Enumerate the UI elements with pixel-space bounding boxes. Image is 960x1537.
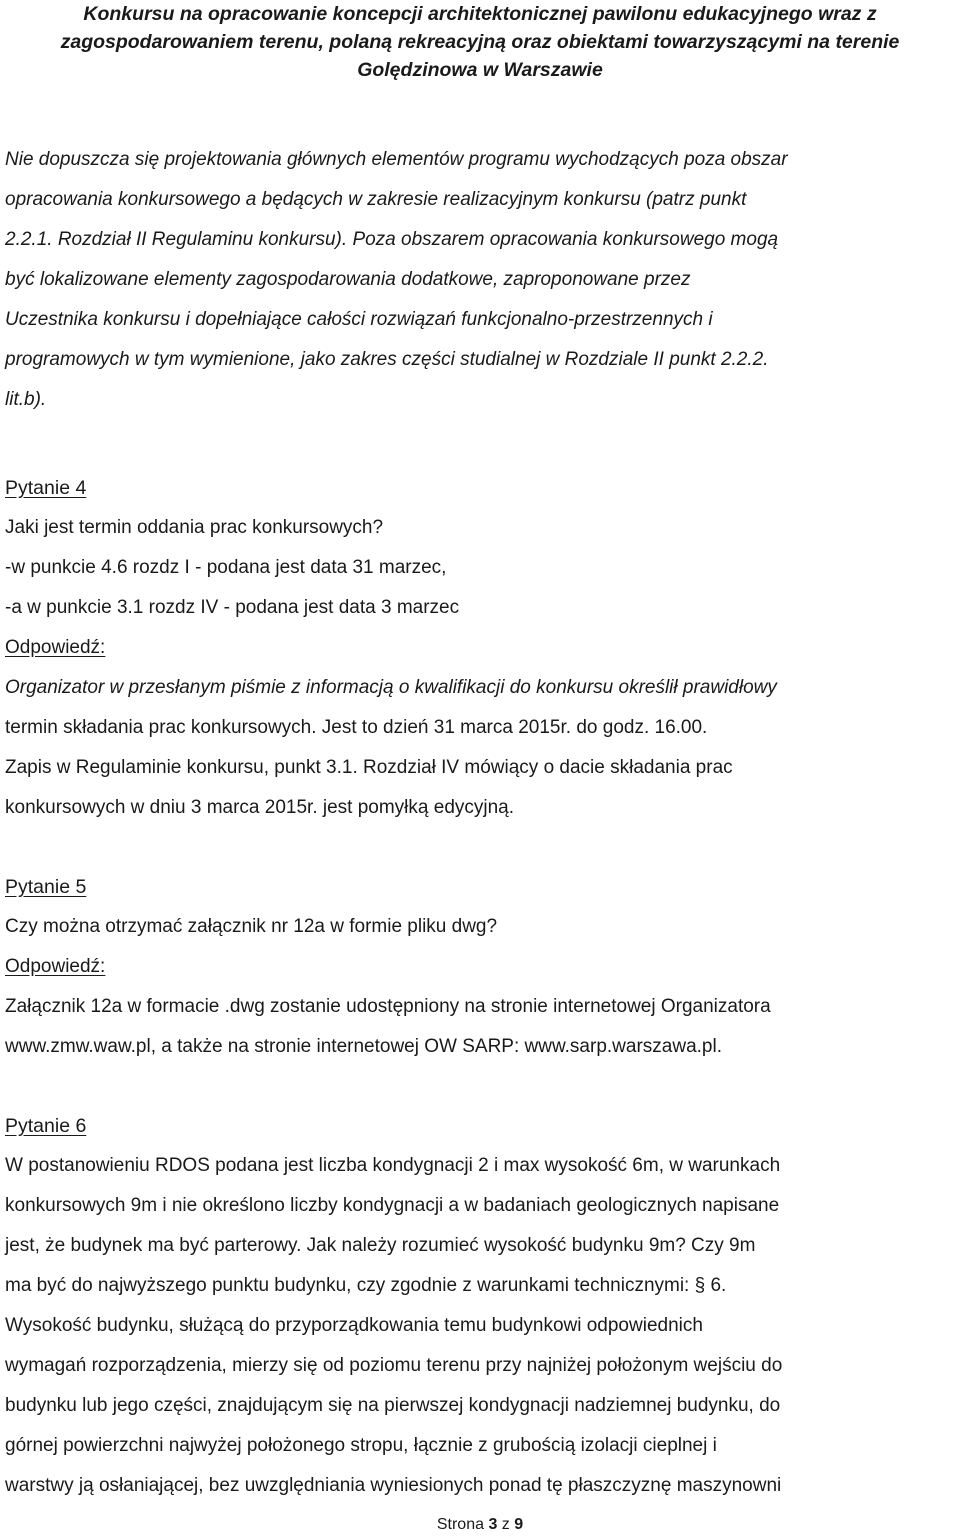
question-line: ma być do najwyższego punktu budynku, czy zgodnie z warunkami technicznymi: § 6. [5, 1275, 727, 1296]
question-4-body [5, 508, 955, 828]
question-line: Jaki jest termin oddania prac konkursowych? [5, 517, 384, 538]
question-line: Czy można otrzymać załącznik nr 12a w formie pliku dwg? [5, 916, 498, 937]
intro-line: opracowania konkursowego a będących w zakresie realizacyjnym konkursu (patrz punkt [5, 189, 747, 210]
answer-line: Zapis w Regulaminie konkursu, punkt 3.1. Rozdział IV mówiący o dacie składania prac [5, 757, 733, 778]
answer-line: konkursowych w dniu 3 marca 2015r. jest pomyłką edycyjną. [5, 797, 515, 818]
header-line-3: Golędzinowa w Warszawie [357, 59, 603, 81]
question-line: Wysokość budynku, służącą do przyporządkowania temu budynkowi odpowiednich [5, 1315, 703, 1336]
question-line: warstwy ją osłaniającej, bez uwzględniania wyniesionych ponad tę płaszczyznę maszynowni [5, 1475, 782, 1496]
header-line-1: Konkursu na opracowanie koncepcji architektonicznej pawilonu edukacyjnego wraz z [83, 3, 877, 25]
question-line: wymagań rozporządzenia, mierzy się od poziomu terenu przy najniżej położonym wejściu do [5, 1355, 783, 1376]
question-line: W postanowieniu RDOS podana jest liczba kondygnacji 2 i max wysokość 6m, w warunkach [5, 1155, 781, 1176]
page-footer [0, 1514, 960, 1536]
answer-line: termin składania prac konkursowych. Jest to dzień 31 marca 2015r. do godz. 16.00. [5, 717, 708, 738]
document-header [0, 0, 960, 84]
page-separator: z [501, 1516, 510, 1533]
question-4 [5, 468, 955, 508]
intro-line: Uczestnika konkursu i dopełniające całości rozwiązań funkcjonalno-przestrzennych i [5, 309, 713, 330]
answer-line: Załącznik 12a w formacie .dwg zostanie udostępniony na stronie internetowej Organizatora [5, 996, 771, 1017]
intro-line: programowych w tym wymienione, jako zakres części studialnej w Rozdziale II punkt 2.2.2. [5, 349, 769, 370]
answer-line: www.zmw.waw.pl, a także na stronie internetowej OW SARP: www.sarp.warszawa.pl. [5, 1036, 722, 1057]
question-line: budynku lub jego części, znajdującym się na pierwszej kondygnacji nadziemnej budynku, do [5, 1395, 781, 1416]
question-line: górnej powierzchni najwyżej położonego stropu, łącznie z grubością izolacji cieplnej i [5, 1435, 717, 1456]
intro-line: 2.2.1. Rozdział II Regulaminu konkursu). Poza obszarem opracowania konkursowego mogą [5, 229, 779, 250]
intro-line: Nie dopuszcza się projektowania głównych elementów programu wychodzących poza obszar [5, 149, 788, 170]
question-line: -w punkcie 4.6 rozdz I - podana jest data 31 marzec, [5, 557, 447, 578]
page-total: 9 [514, 1516, 524, 1533]
answer-label: Odpowiedź: [5, 637, 106, 658]
question-5-title: Pytanie 5 [5, 876, 87, 898]
question-line: konkursowych 9m i nie określono liczby kondygnacji a w badaniach geologicznych napisane [5, 1195, 780, 1216]
intro-paragraph [5, 140, 955, 420]
page-label: Strona [436, 1516, 484, 1533]
question-6-title: Pytanie 6 [5, 1115, 87, 1137]
page-number: 3 [488, 1516, 498, 1533]
question-line: jest, że budynek ma być parterowy. Jak należy rozumieć wysokość budynku 9m? Czy 9m [5, 1235, 756, 1256]
question-line: -a w punkcie 3.1 rozdz IV - podana jest data 3 marzec [5, 597, 460, 618]
header-line-2: zagospodarowaniem terenu, polaną rekreacyjną oraz obiektami towarzyszącymi na terenie [60, 31, 900, 53]
question-6 [5, 1106, 955, 1506]
answer-label: Odpowiedź: [5, 956, 106, 977]
question-4-title: Pytanie 4 [5, 477, 87, 499]
answer-line: Organizator w przesłanym piśmie z informacją o kwalifikacji do konkursu określił prawidłowy [5, 677, 777, 698]
intro-line: być lokalizowane elementy zagospodarowania dodatkowe, zaproponowane przez [5, 269, 691, 290]
question-5 [5, 867, 955, 1067]
intro-line: lit.b). [5, 389, 47, 410]
